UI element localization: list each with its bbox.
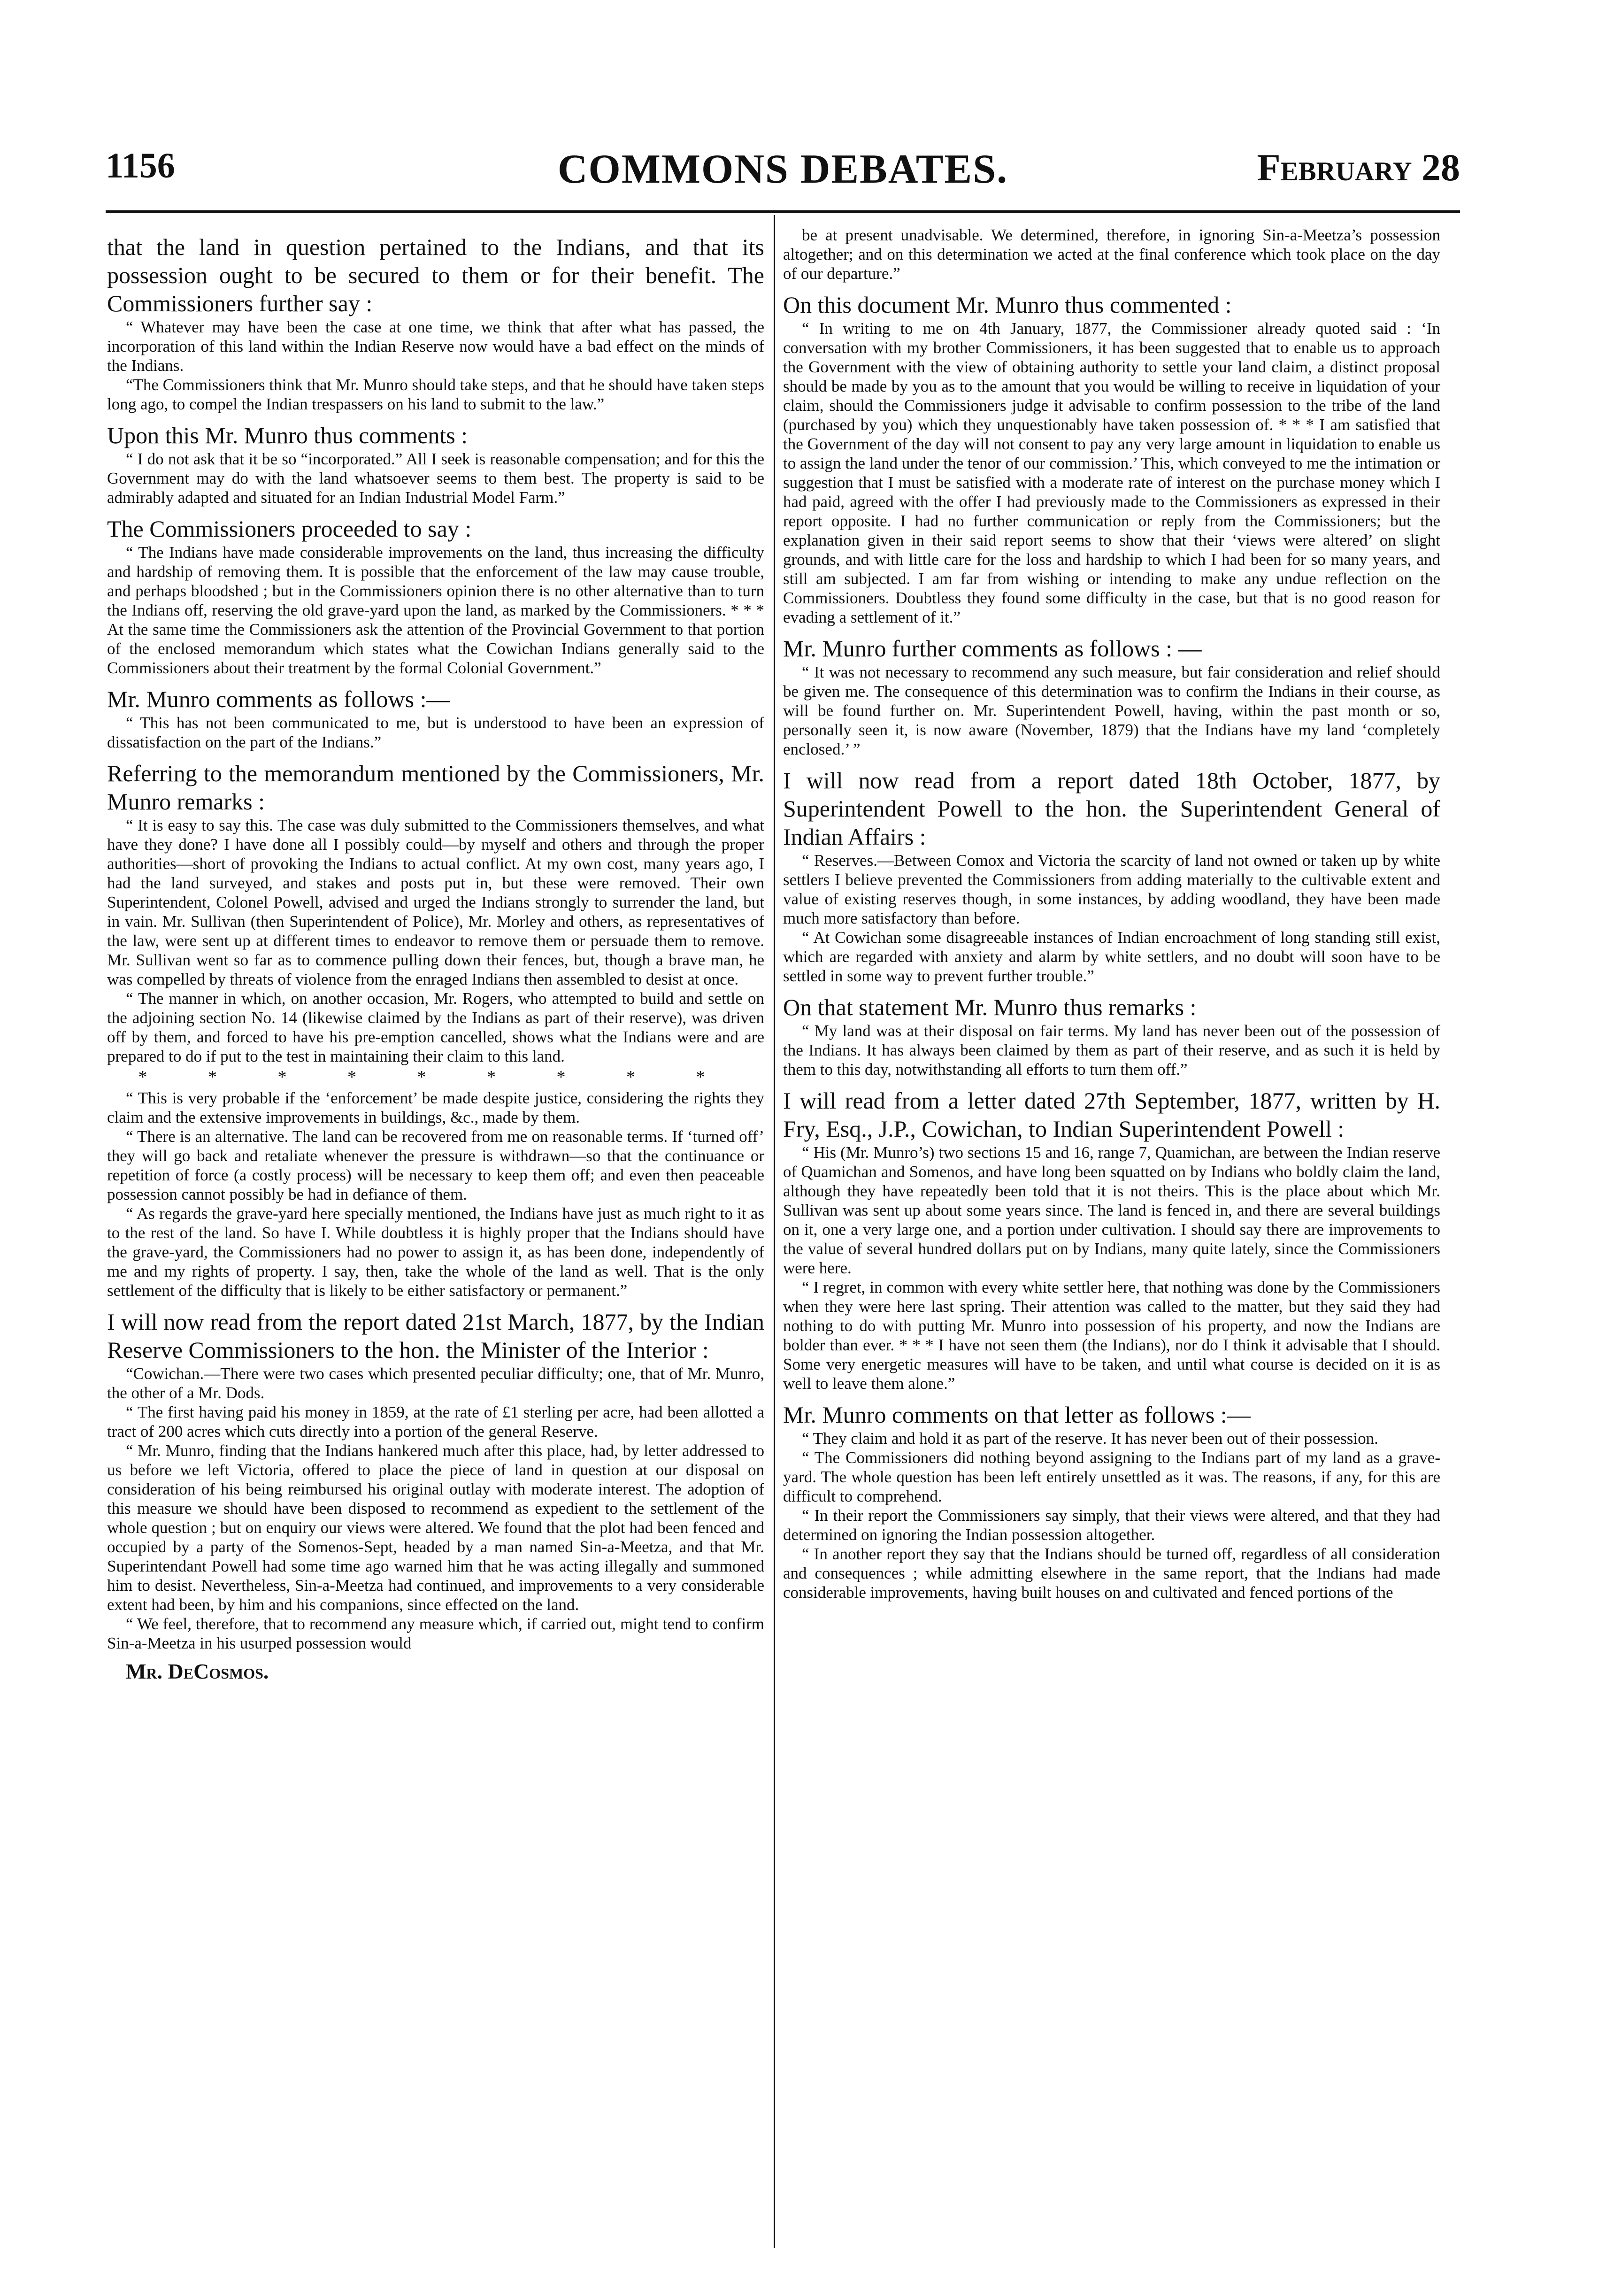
quoted-paragraph: “ I do not ask that it be so “incorporated.” All I seek is reasonable compensation; and for this the Government may do with the land whatsoever seems to them best. The property is said to be admirably adapted and situated for an Indian Industrial Model Farm.”	[107, 450, 764, 507]
column-divider	[774, 215, 775, 2248]
page-title: COMMONS DEBATES.	[557, 146, 1008, 192]
quoted-paragraph: “ It was not necessary to recommend any such measure, but fair consideration and relief should be given me. The consequence of this determination was to confirm the Indians in their course, as will be found further on. Mr. Superintendent Powell, having, within the past month or so, personally seen it, is now aware (November, 1879) that the Indians have my land ‘completely enclosed.’ ”	[783, 663, 1440, 758]
quoted-paragraph: “ Whatever may have been the case at one time, we think that after what has passed, the incorporation of this land within the Indian Reserve now would have a bad effect on the minds of the Indians.	[107, 318, 764, 375]
quoted-paragraph: “Cowichan.—There were two cases which presented peculiar difficulty; one, that of Mr. Munro, the other of a Mr. Dods.	[107, 1364, 764, 1402]
quoted-paragraph: “ In another report they say that the Indians should be turned off, regardless of all consideration and consequences ; while admitting elsewhere in the same report, that the Indians had made considerable improvements, having built houses on and cultivated and fenced portions of the	[783, 1545, 1440, 1602]
quoted-paragraph: “ It is easy to say this. The case was duly submitted to the Commissioners themselves, and what have they done? I have done all I possibly could—by myself and others and through the proper authorities—short of provoking the Indians to actual conflict. At my own cost, many years ago, I had the land surveyed, and stakes and posts put in, but these were removed. Their own Superintendent, Colonel Powell, advised and urged the Indians strongly to surrender the land, but in vain. Mr. Sullivan (then Superintendent of Police), Mr. Morley and others, as representatives of the law, were sent up at different times to endeavor to remove them or persuade them to remove. Mr. Sullivan went so far as to commence pulling down their fences, but, though a brave man, he was compelled by threats of violence from the enraged Indians then assembled to desist at once.	[107, 816, 764, 988]
right-column	[783, 225, 1440, 2235]
quoted-paragraph: “ We feel, therefore, that to recommend any measure which, if carried out, might tend to confirm Sin-a-Meetza in his usurped possession would	[107, 1615, 764, 1652]
quoted-paragraph: “ I regret, in common with every white settler here, that nothing was done by the Commissioners when they were here last spring. Their attention was called to the matter, but they said they had nothing to do with putting Mr. Munro into possession of his property, and now the Indians are bolder than ever. * * * I have not seen them (the Indians), nor do I think it advisable that I should. Some very energetic measures will have to be taken, and until what course is decided on it is as well to leave them alone.”	[783, 1278, 1440, 1393]
body-paragraph: Mr. Munro further comments as follows : —	[783, 635, 1202, 662]
body-paragraph: On that statement Mr. Munro thus remarks :	[783, 994, 1197, 1020]
quoted-paragraph: “ My land was at their disposal on fair terms. My land has never been out of the possession of the Indians. It has always been claimed by them as part of their reserve, and as such it is held by them to this day, notwithstanding all efforts to turn them off.”	[783, 1022, 1440, 1079]
quoted-paragraph: “ The Indians have made considerable improvements on the land, thus increasing the difficulty and hardship of removing them. It is possible that the enforcement of the law may cause trouble, and perhaps bloodshed ; but in the Commissioners opinion there is no other alternative than to turn the Indians off, reserving the old grave-yard upon the land, as marked by the Commissioners. * * * At the same time the Commissioners ask the attention of the Provincial Government to that portion of the enclosed memorandum which states what the Cowichan Indians generally said to the Commissioners about their treatment by the formal Colonial Government.”	[107, 543, 764, 677]
quoted-paragraph: “ In their report the Commissioners say simply, that their views were altered, and that they had determined on ignoring the Indian possession altogether.	[783, 1506, 1440, 1544]
quoted-paragraph: “ The first having paid his money in 1859, at the rate of £1 sterling per acre, had been allotted a tract of 200 acres which cuts directly into a portion of the general Reserve.	[107, 1403, 764, 1441]
left-column	[107, 225, 764, 2235]
quoted-paragraph: “ The Commissioners did nothing beyond assigning to the Indians part of my land as a grave-yard. The whole question has been left entirely unsettled as it was. The reasons, if any, for this are difficult to comprehend.	[783, 1448, 1440, 1505]
body-paragraph: that the land in question pertained to the Indians, and that its possession ought to be secured to them or for their benefit. The Commissioners further say :	[107, 234, 764, 316]
body-paragraph: On this document Mr. Munro thus commented :	[783, 292, 1232, 318]
quoted-paragraph: be at present unadvisable. We determined, therefore, in ignoring Sin-a-Meetza’s possession altogether; and on this determination we acted at the final conference which took place on the day of our departure.”	[783, 226, 1440, 283]
quoted-paragraph: “ The manner in which, on another occasion, Mr. Rogers, who attempted to build and settle on the adjoining section No. 14 (likewise claimed by the Indians as part of their reserve), was driven off by them, and forced to have his pre-emption cancelled, shows what the Indians were and are prepared to do if put to the test in maintaining their claim to this land.	[107, 989, 764, 1065]
body-paragraph: Referring to the memorandum mentioned by the Commissioners, Mr. Munro remarks :	[107, 760, 764, 815]
quoted-paragraph: “ This is very probable if the ‘enforcement’ be made despite justice, considering the rights they claim and the extensive improvements in buildings, &c., made by them.	[107, 1089, 764, 1126]
quoted-paragraph: “The Commissioners think that Mr. Munro should take steps, and that he should have taken steps long ago, to compel the Indian trespassers on his land to submit to the law.”	[107, 376, 764, 413]
quoted-paragraph: “ His (Mr. Munro’s) two sections 15 and 16, range 7, Quamichan, are between the Indian reserve of Quamichan and Somenos, and have long been squatted on by Indians who boldly claim the land, although they have repeatedly been told that it is not theirs. This is the place about which Mr. Sullivan was sent up about some years since. The land is fenced in, and there are several buildings on it, one a very large one, and a portion under cultivation. I should say there are improvements to the value of several hundred dollars put on by Indians, many quite lately, since the Commissioners were here.	[783, 1143, 1440, 1277]
body-paragraph: I will now read from the report dated 21st March, 1877, by the Indian Reserve Commissioners to the hon. the Minister of the Interior :	[107, 1309, 764, 1363]
quoted-paragraph: “ Reserves.—Between Comox and Victoria the scarcity of land not owned or taken up by white settlers I believe prevented the Commissioners from adding materially to the cultivable extent and value of existing reserves though, in some instances, by adding woodland, they have been made much more satisfactory than before.	[783, 851, 1440, 927]
quoted-paragraph: “ As regards the grave-yard here specially mentioned, the Indians have just as much right to it as to the rest of the land. So have I. While doubtless it is highly proper that the Indians should have the grave-yard, the Commissioners had no power to assign it, as has been done, independently of me and my rights of property. I say, then, take the whole of the land as well. That is the only settlement of the difficulty that is likely to be either satisfactory or permanent.”	[107, 1204, 764, 1300]
quoted-paragraph: “ There is an alternative. The land can be recovered from me on reasonable terms. If ‘turned off’ they will go back and retaliate whenever the pressure is withdrawn—so that the continuance or repetition of force (a costly process) will be necessary to keep them off; and even then peaceable possession cannot possibly be had in defiance of them.	[107, 1127, 764, 1203]
speaker-name: Mr. DeCosmos.	[126, 1659, 269, 1683]
body-paragraph: Mr. Munro comments on that letter as follows :—	[783, 1402, 1251, 1428]
quoted-paragraph: “ This has not been communicated to me, but is understood to have been an expression of dissatisfaction on the part of the Indians.”	[107, 714, 764, 751]
body-paragraph: Upon this Mr. Munro thus comments :	[107, 422, 468, 448]
ellipsis-stars: * * * * * * * * *	[138, 1067, 733, 1087]
quoted-paragraph: “ At Cowichan some disagreeable instances of Indian encroachment of long standing still exist, which are regarded with anxiety and alarm by white settlers, and no doubt will soon have to be settled in some way to prevent further trouble.”	[783, 928, 1440, 985]
quoted-paragraph: “ In writing to me on 4th January, 1877, the Commissioner already quoted said : ‘In conversation with my brother Commissioners, it has been suggested that to enable us to approach the Government with the view of obtaining authority to settle your land claim, a distinct proposal should be made by you as to the amount that you would be willing to receive in liquidation of your claim, should the Commissioners judge it advisable to confirm possession to the tribe of the land (purchased by you) which they unquestionably have taken possession of. * * * I am satisfied that the Government of the day will not consent to pay any very large amount in liquidation to enable us to assign the land under the tenor of our commission.’ This, which conveyed to me the intimation or suggestion that I must be satisfied with a moderate rate of interest on the purchase money which I had paid, agreed with the offer I had previously made to the Commissioners as expressed in their report opposite. I had no further communication or reply from the Commissioners; but the explanation given in their said report seems to show that their ‘views were altered’ on slight grounds, and with little care for the loss and hardship to which I had been for so many years, and still am subjected. I am far from wishing or intending to make any undue reflection on the Commissioners. Doubtless they found some difficulty in the case, but that is no good reason for evading a settlement of it.”	[783, 319, 1440, 626]
body-paragraph: I will now read from a report dated 18th October, 1877, by Superintendent Powell to the hon. the Superintendent General of Indian Affairs :	[783, 767, 1440, 850]
quoted-paragraph: “ They claim and hold it as part of the reserve. It has never been out of their possession.	[802, 1429, 1378, 1448]
body-paragraph: Mr. Munro comments as follows :—	[107, 686, 450, 712]
body-paragraph: I will read from a letter dated 27th September, 1877, written by H. Fry, Esq., J.P., Cowichan, to Indian Superintendent Powell :	[783, 1087, 1440, 1142]
header-rule	[106, 210, 1460, 213]
quoted-paragraph: “ Mr. Munro, finding that the Indians hankered much after this place, had, by letter addressed to us before we left Victoria, offered to place the piece of land in question at our disposal on consideration of his being reimbursed his original outlay with moderate interest. The adoption of this measure we should have been disposed to recommend as expedient to the settlement of the whole question ; but on enquiry our views were altered. We found that the plot had been fenced and occupied by a party of the Somenos-Sept, headed by a man named Sin-a-Meetza, and that Mr. Superintendant Powell had some time ago warned him that he was acting illegally and summoned him to desist. Nevertheless, Sin-a-Meetza had continued, and improvements to a very considerable extent had been, by him and his companions, since effected on the land.	[107, 1441, 764, 1614]
page-date: February 28	[1257, 146, 1460, 189]
page-number: 1156	[106, 146, 175, 185]
body-paragraph: The Commissioners proceeded to say :	[107, 516, 472, 542]
page-header	[106, 141, 1460, 207]
